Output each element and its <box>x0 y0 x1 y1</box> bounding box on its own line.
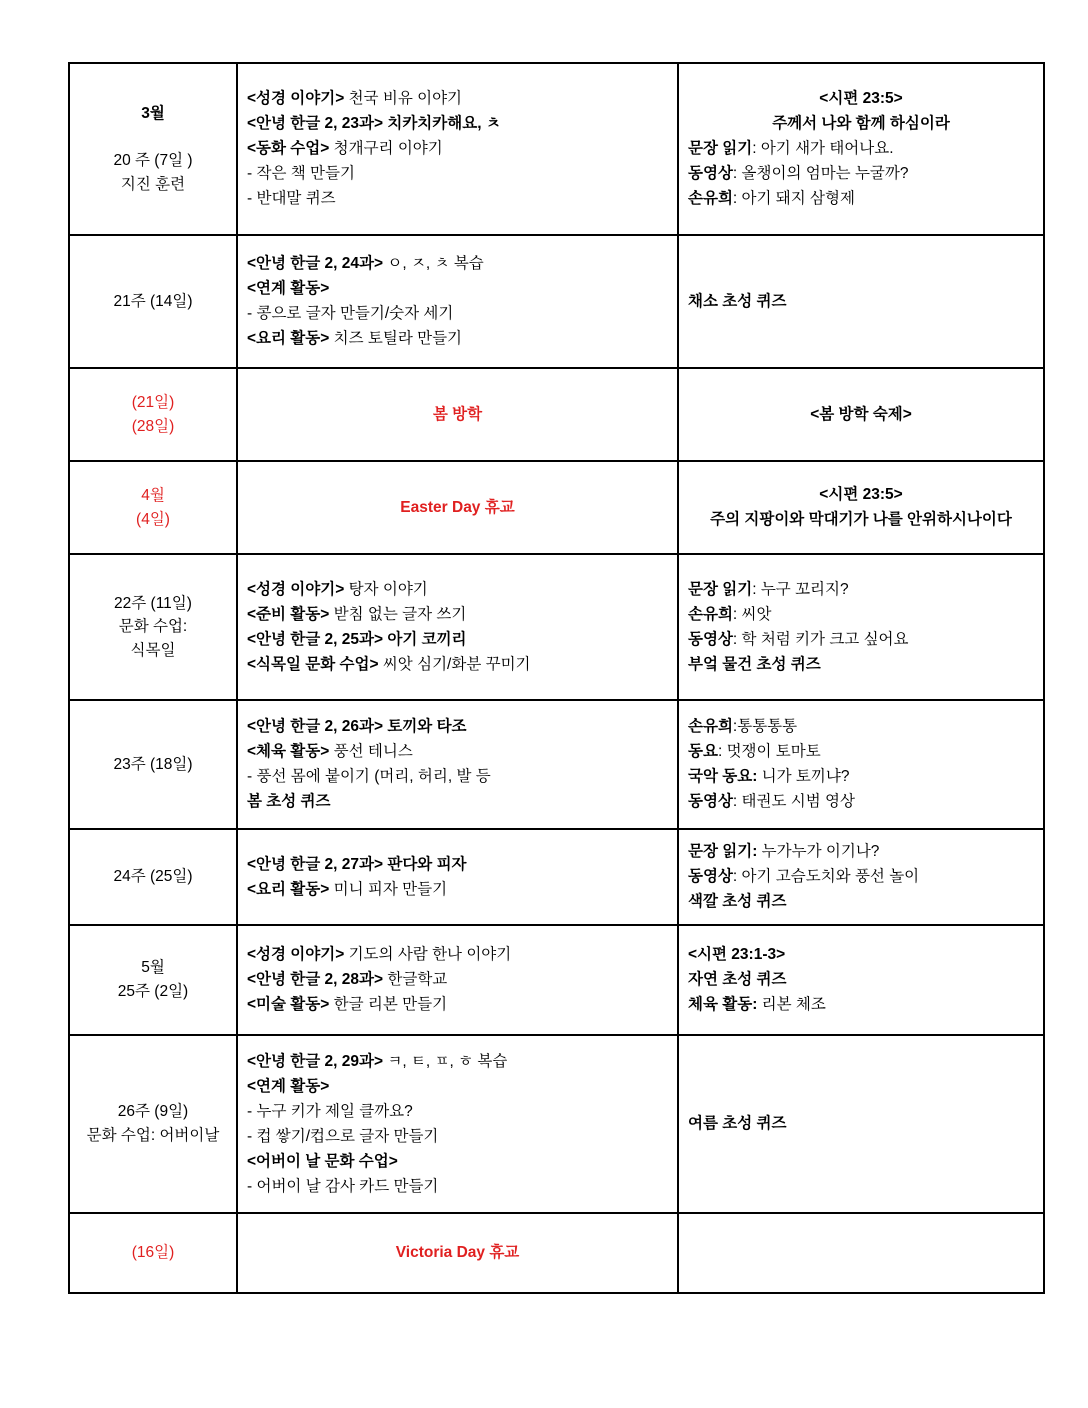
content-line <box>688 1112 1034 1136</box>
line-emphasis: <체육 활동> <box>247 743 330 761</box>
content-line <box>247 578 668 602</box>
line-text: 씨앗 심기/화분 꾸미기 <box>378 655 531 673</box>
content-line <box>688 578 1034 602</box>
line-emphasis: Victoria Day 휴교 <box>395 1244 520 1262</box>
week-label-line: 20 주 (7일 ) <box>113 152 193 169</box>
line-emphasis: 주의 지팡이와 막대기가 나를 안위하시나이다 <box>710 511 1012 529</box>
line-emphasis: <연계 활동> <box>247 1077 330 1095</box>
week-date-cell <box>69 235 237 368</box>
lesson-content-cell <box>237 1035 678 1213</box>
lesson-content-cell <box>237 63 678 235</box>
table-row <box>69 925 1044 1035</box>
week-label-line: (21일) <box>131 393 175 411</box>
line-emphasis: 여름 초성 퀴즈 <box>688 1115 787 1133</box>
line-text: 받침 없는 글자 쓰기 <box>329 605 467 623</box>
table-row <box>69 1035 1044 1213</box>
line-emphasis: <요리 활동> <box>247 330 330 348</box>
activity-content-cell <box>678 461 1044 554</box>
week-date-cell <box>69 368 237 461</box>
line-emphasis: 체육 활동: <box>688 996 758 1014</box>
line-text: - 반대말 퀴즈 <box>247 190 336 208</box>
content-line <box>688 290 1034 314</box>
curriculum-schedule-table <box>68 62 1045 1294</box>
content-line <box>688 993 1034 1017</box>
content-line <box>247 943 668 967</box>
content-line <box>688 740 1034 764</box>
week-date-cell <box>69 1213 237 1293</box>
week-label-line: 26주 (9일) <box>117 1103 189 1121</box>
week-date-cell <box>69 700 237 829</box>
line-emphasis: 문장 읽기 <box>688 580 753 598</box>
line-emphasis: <안녕 한글 2, 25과> 아기 코끼리 <box>247 630 467 648</box>
content-line <box>688 865 1034 889</box>
line-emphasis: <안녕 한글 2, 24과> <box>247 255 384 273</box>
week-label-line: 5월 <box>141 959 165 977</box>
line-emphasis: <미술 활동> <box>247 996 330 1014</box>
line-emphasis: <식목일 문화 수업> <box>247 655 379 673</box>
lesson-content-cell <box>237 368 678 461</box>
lesson-content-cell <box>237 554 678 700</box>
line-emphasis: <시편 23:5> <box>819 90 903 108</box>
line-emphasis: <안녕 한글 2, 27과> 판다와 피자 <box>247 855 467 873</box>
line-text: - 누구 키가 제일 클까요? <box>247 1102 413 1120</box>
line-text: 천국 비유 이야기 <box>344 90 463 108</box>
line-emphasis: <연계 활동> <box>247 280 330 298</box>
line-text: 기도의 사람 한나 이야기 <box>344 946 512 964</box>
line-emphasis: <성경 이야기> <box>247 580 345 598</box>
week-label-line <box>79 125 227 149</box>
week-label-line: 4월 <box>141 486 165 504</box>
content-line <box>247 993 668 1017</box>
line-text: : 학 처럼 키가 크고 싶어요 <box>732 630 909 648</box>
line-emphasis: 손유희 <box>688 190 733 208</box>
activity-content-cell <box>678 63 1044 235</box>
line-text: : 씨앗 <box>732 605 772 623</box>
content-line <box>247 496 668 520</box>
line-emphasis: <동화 수업> <box>247 140 330 158</box>
table-row <box>69 461 1044 554</box>
lesson-content-cell <box>237 829 678 925</box>
line-emphasis: 손유희 <box>688 605 733 623</box>
line-emphasis: 자연 초성 퀴즈 <box>688 971 787 989</box>
activity-content-cell <box>678 1213 1044 1293</box>
lesson-content-cell <box>237 1213 678 1293</box>
activity-content-cell <box>678 368 1044 461</box>
line-emphasis: <시편 23:1-3> <box>688 946 786 964</box>
content-line <box>688 653 1034 677</box>
line-emphasis: 봄 초성 퀴즈 <box>247 793 331 811</box>
line-text: 한글학교 <box>383 971 448 989</box>
line-text: 청개구리 이야기 <box>329 140 443 158</box>
week-label-line: 21주 (14일) <box>113 292 193 310</box>
table-row <box>69 368 1044 461</box>
week-date-cell <box>69 1035 237 1213</box>
line-emphasis: <안녕 한글 2, 23과> 치카치카해요, ㅊ <box>247 115 501 133</box>
content-line <box>688 187 1034 211</box>
lesson-content-cell <box>237 700 678 829</box>
content-line <box>688 112 1034 136</box>
line-emphasis: <요리 활동> <box>247 880 330 898</box>
line-text: : 올챙이의 엄마는 누굴까? <box>732 165 909 183</box>
week-date-cell <box>69 461 237 554</box>
line-text: : 아기 새가 태어나요. <box>752 140 894 158</box>
lesson-content-cell <box>237 235 678 368</box>
activity-content-cell <box>678 700 1044 829</box>
schedule-table-body <box>69 63 1044 1293</box>
content-line <box>247 277 668 301</box>
line-emphasis: <안녕 한글 2, 28과> <box>247 971 384 989</box>
line-text: : 아기 돼지 삼형제 <box>732 190 855 208</box>
line-text: - 콩으로 글자 만들기/숫자 세기 <box>247 305 454 323</box>
line-text: 니가 토끼냐? <box>757 768 850 786</box>
week-date-cell <box>69 925 237 1035</box>
week-label-line: 23주 (18일) <box>113 755 193 773</box>
activity-content-cell <box>678 925 1044 1035</box>
line-emphasis: 동영상 <box>688 793 733 811</box>
week-label-line: 문화 수업: <box>118 618 188 636</box>
week-label-line: 3월 <box>141 104 165 122</box>
content-line <box>247 1100 668 1124</box>
content-line <box>688 765 1034 789</box>
activity-content-cell <box>678 554 1044 700</box>
content-line <box>688 715 1034 739</box>
content-line <box>688 790 1034 814</box>
line-emphasis: <시편 23:5> <box>819 486 903 504</box>
content-line <box>688 87 1034 111</box>
content-line <box>247 302 668 326</box>
line-emphasis: 문장 읽기: <box>688 843 758 861</box>
line-text: 누가누가 이기나? <box>757 843 880 861</box>
content-line <box>247 603 668 627</box>
line-emphasis: 동영상 <box>688 868 733 886</box>
content-line <box>247 1241 668 1265</box>
table-row <box>69 235 1044 368</box>
line-emphasis: 동영상 <box>688 630 733 648</box>
line-text: ㅋ, ㅌ, ㅍ, ㅎ 복습 <box>383 1052 508 1070</box>
activity-content-cell <box>678 1035 1044 1213</box>
content-line <box>688 603 1034 627</box>
content-line <box>247 87 668 111</box>
week-label-line: 25주 (2일) <box>117 983 189 1000</box>
content-line <box>247 1075 668 1099</box>
activity-content-cell <box>678 829 1044 925</box>
line-text: : 아기 고슴도치와 풍선 놀이 <box>732 868 920 886</box>
week-date-cell <box>69 829 237 925</box>
table-row <box>69 829 1044 925</box>
content-line <box>247 878 668 902</box>
content-line <box>247 765 668 789</box>
line-emphasis: <성경 이야기> <box>247 946 345 964</box>
content-line <box>688 968 1034 992</box>
line-text: : 태권도 시범 영상 <box>732 793 855 811</box>
line-emphasis: <성경 이야기> <box>247 90 345 108</box>
line-text: :통통통통 <box>732 718 798 736</box>
line-emphasis: <어버이 날 문화 수업> <box>247 1152 398 1170</box>
activity-content-cell <box>678 235 1044 368</box>
content-line <box>247 403 668 427</box>
table-row <box>69 554 1044 700</box>
line-emphasis: 봄 방학 <box>432 405 483 423</box>
line-emphasis: 채소 초성 퀴즈 <box>688 292 787 310</box>
line-text: 치즈 토틸라 만들기 <box>329 330 463 348</box>
line-text: 리본 체조 <box>757 996 826 1014</box>
table-row <box>69 700 1044 829</box>
line-emphasis: 국악 동요: <box>688 768 758 786</box>
line-emphasis: 동영상 <box>688 165 733 183</box>
content-line <box>688 943 1034 967</box>
line-emphasis: Easter Day 휴교 <box>400 498 515 516</box>
content-line <box>688 483 1034 507</box>
line-emphasis: <안녕 한글 2, 29과> <box>247 1052 384 1070</box>
line-text: : 누구 꼬리지? <box>752 580 849 598</box>
content-line <box>688 890 1034 914</box>
line-text: - 작은 책 만들기 <box>247 165 355 183</box>
line-text: 미니 피자 만들기 <box>329 880 448 898</box>
line-text: ㅇ, ㅈ, ㅊ 복습 <box>383 255 484 273</box>
content-line <box>247 790 668 814</box>
content-line <box>247 137 668 161</box>
lesson-content-cell <box>237 461 678 554</box>
content-line <box>688 508 1034 532</box>
content-line <box>688 137 1034 161</box>
content-line <box>688 403 1034 427</box>
content-line <box>247 1175 668 1199</box>
content-line <box>247 628 668 652</box>
content-line <box>247 112 668 136</box>
line-text: - 컵 쌓기/컵으로 글자 만들기 <box>247 1127 439 1145</box>
table-row <box>69 63 1044 235</box>
content-line <box>247 1050 668 1074</box>
content-line <box>247 740 668 764</box>
line-text: 풍선 테니스 <box>329 743 413 761</box>
week-label-line: 지진 훈련 <box>120 175 186 193</box>
table-row <box>69 1213 1044 1293</box>
content-line <box>247 853 668 877</box>
line-emphasis: <안녕 한글 2, 26과> 토끼와 타조 <box>247 718 467 736</box>
line-text: 한글 리본 만들기 <box>329 996 448 1014</box>
line-emphasis: <준비 활동> <box>247 605 330 623</box>
week-date-cell <box>69 63 237 235</box>
lesson-content-cell <box>237 925 678 1035</box>
week-label-line: (28일) <box>131 417 175 435</box>
line-emphasis: 색깔 초성 퀴즈 <box>688 893 787 911</box>
content-line <box>688 628 1034 652</box>
content-line <box>247 715 668 739</box>
week-label-line: (16일) <box>131 1244 175 1262</box>
content-line <box>247 1125 668 1149</box>
line-emphasis: 손유희 <box>688 718 733 736</box>
line-text: - 풍선 몸에 붙이기 (머리, 허리, 발 등 <box>247 768 491 786</box>
content-line <box>688 162 1034 186</box>
content-line <box>247 162 668 186</box>
week-date-cell <box>69 554 237 700</box>
content-line <box>688 840 1034 864</box>
week-label-line: 22주 (11일) <box>114 594 192 612</box>
content-line <box>247 187 668 211</box>
content-line <box>247 1150 668 1174</box>
week-label-line: 문화 수업: 어버이날 <box>86 1127 220 1144</box>
line-emphasis: 부엌 물건 초성 퀴즈 <box>688 655 821 673</box>
content-line <box>247 653 668 677</box>
line-emphasis: 동요 <box>688 743 718 761</box>
line-text: : 멋쟁이 토마토 <box>717 743 821 761</box>
content-line <box>247 327 668 351</box>
line-emphasis: <봄 방학 숙제> <box>810 405 912 423</box>
line-emphasis: 주께서 나와 함께 하심이라 <box>772 115 950 133</box>
line-text: 탕자 이야기 <box>344 580 428 598</box>
line-emphasis: 문장 읽기 <box>688 140 753 158</box>
week-label-line: 식목일 <box>130 641 176 659</box>
week-label-line: (4일) <box>136 510 170 528</box>
week-label-line: 24주 (25일) <box>113 868 193 886</box>
line-text: - 어버이 날 감사 카드 만들기 <box>247 1177 439 1195</box>
content-line <box>247 252 668 276</box>
content-line <box>247 968 668 992</box>
